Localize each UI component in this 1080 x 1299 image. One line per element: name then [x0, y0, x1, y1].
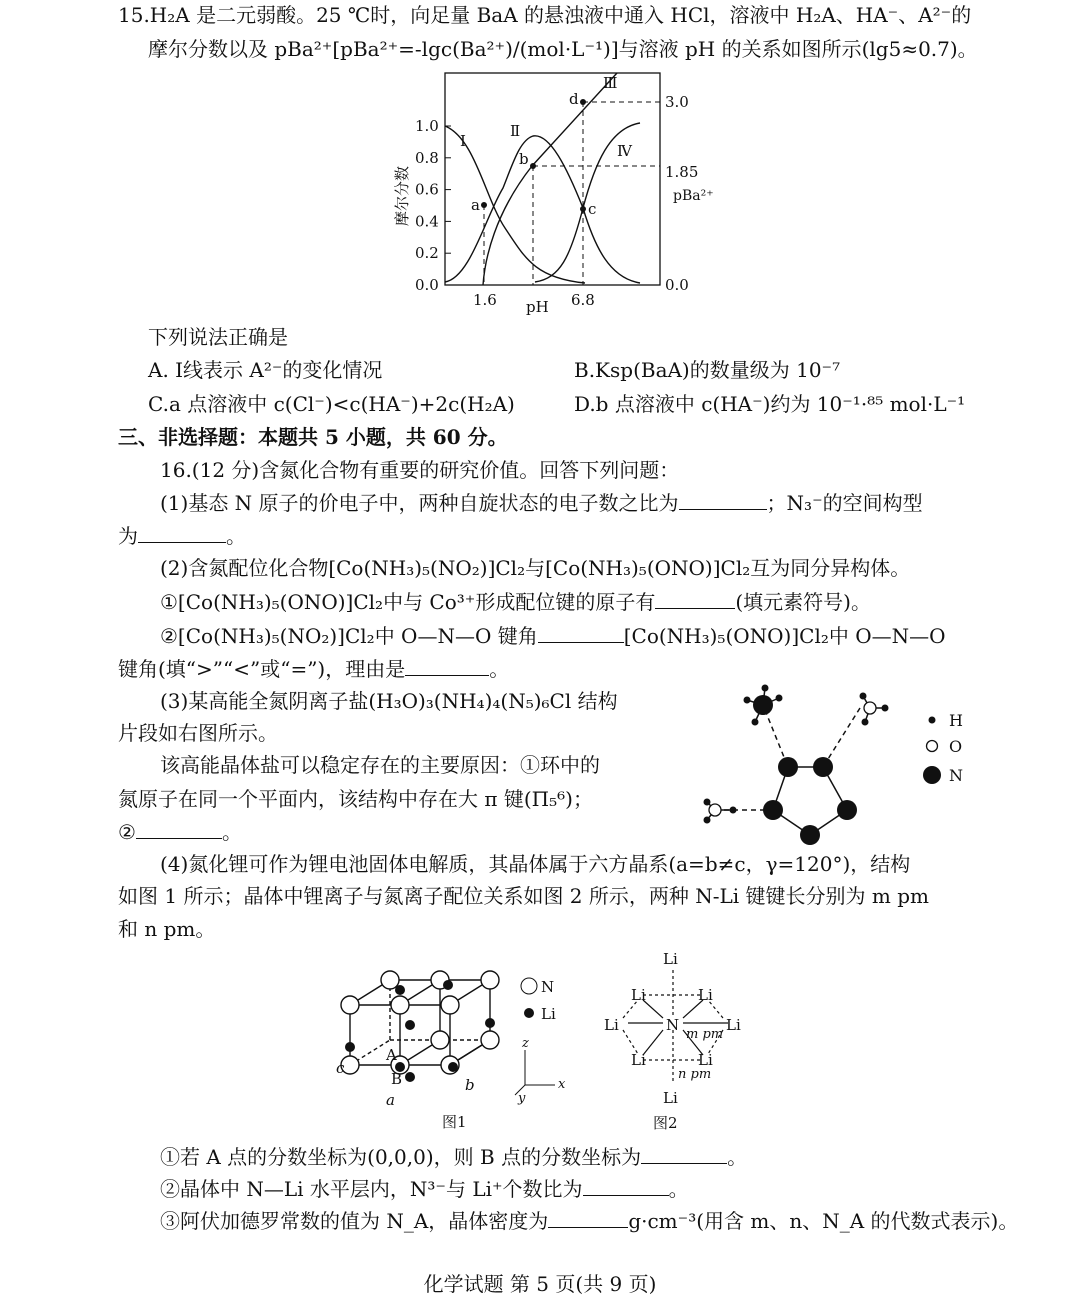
q16-part4-line3: 和 n pm。 [118, 917, 216, 941]
q16-part3-line4: 氮原子在同一个平面内，该结构中存在大 π 键(Π₅⁶)； [118, 787, 593, 811]
chart-frame [445, 73, 660, 285]
point-c-label: c [588, 200, 597, 218]
q15-option-d: D.b 点溶液中 c(HA⁻)约为 10⁻¹·⁸⁵ mol·L⁻¹ [574, 392, 966, 416]
fig1-point-a-label: A [386, 1046, 397, 1064]
y-tick-label: 0.6 [415, 180, 439, 199]
q16-part4-line2: 如图 1 所示；晶体中锂离子与氮离子配位关系如图 2 所示，两种 N-Li 键键长分别为 m pm [118, 884, 929, 908]
fig1-axis-y: y [518, 1091, 526, 1106]
q16-part4-q3-tail: g·cm⁻³(用含 m、n、N_A 的代数式表示)。 [628, 1209, 1019, 1233]
fig2-n-label: n pm [678, 1067, 712, 1082]
x-axis-label: pH [526, 298, 549, 316]
q15-stem-line1: 15.H₂A 是二元弱酸。25 ℃时，向足量 BaA 的悬浊液中通入 HCl，溶液中 H₂A、HA⁻、A²⁻的 [118, 3, 972, 27]
curve-III-label: Ⅲ [603, 74, 618, 92]
fig1-edge-a-label: a [386, 1091, 395, 1109]
x-tick-label-2: 6.8 [571, 291, 595, 309]
q16-part2-q1 [160, 588, 871, 615]
fig2-li-r: Li [726, 1016, 741, 1034]
y2-axis-label: pBa²⁺ [673, 188, 714, 204]
q16-part1-line1 [160, 489, 923, 516]
q16-part2-q1-text: ①[Co(NH₃)₅(ONO)]Cl₂中与 Co³⁺形成配位键的原子有 [160, 590, 656, 614]
point-a-label: a [471, 196, 480, 214]
q16-part3-line5 [118, 818, 242, 845]
fig1-edge-b-label: b [465, 1076, 475, 1094]
n-ions [341, 971, 499, 1074]
atom-legend [923, 711, 963, 785]
y2-tick-label: 1.85 [665, 163, 699, 182]
q16-part2-stem: (2)含氮配位化合物[Co(NH₃)₅(NO₂)]Cl₂与[Co(NH₃)₅(ONO)]Cl₂互为同分异构体。 [160, 556, 911, 580]
fig1-axis-z: z [522, 1036, 529, 1051]
q15-prompt: 下列说法正确是 [148, 325, 288, 349]
curve-III [483, 73, 617, 285]
fig1-legend-li: Li [541, 1005, 556, 1023]
hydrogen-atoms [704, 685, 889, 824]
q16-part3-line3: 该高能晶体盐可以稳定存在的主要原因：①环中的 [160, 753, 600, 777]
fig1-point-b-label: B [391, 1070, 403, 1088]
fig2-li-ll: Li [631, 1051, 646, 1069]
q15-option-b: B.Ksp(BaA)的数量级为 10⁻⁷ [574, 358, 841, 382]
fig1-caption: 图1 [442, 1113, 467, 1131]
q15-stem-line2: 摩尔分数以及 pBa²⁺[pBa²⁺=-lgc(Ba²⁺)/(mol·L⁻¹)]与溶液 pH 的关系如图所示(lg5≈0.7)。 [148, 37, 978, 61]
answer-blank[interactable] [679, 489, 767, 510]
q16-part1-text-b: ；N₃⁻的空间构型 [766, 491, 923, 515]
fig1-axis-x: x [558, 1077, 566, 1092]
q16-intro: 16.(12 分)含氮化合物有重要的研究价值。回答下列问题： [160, 458, 680, 482]
q16-part2-q2-text-b: [Co(NH₃)₅(ONO)]Cl₂中 O—N—O [623, 624, 946, 648]
q16-part4-q2-text: ②晶体中 N—Li 水平层内，N³⁻与 Li⁺个数比为 [160, 1177, 583, 1201]
fig2-m-label: m pm [686, 1027, 724, 1042]
q16-part2-q2-text-c: 键角(填“>”“<”或“=”)，理由是 [118, 657, 406, 681]
q16-part3-line2: 片段如右图所示。 [118, 721, 278, 745]
q15-option-c: C.a 点溶液中 c(Cl⁻)<c(HA⁻)+2c(H₂A) [148, 392, 515, 416]
fig2-li-lr: Li [698, 1051, 713, 1069]
fig2-li-top: Li [663, 950, 678, 968]
curve-IV-label: Ⅳ [617, 142, 632, 160]
fig2-caption: 图2 [653, 1114, 678, 1132]
n5-structure-figure [695, 680, 985, 850]
answer-blank[interactable] [405, 655, 489, 676]
y2-tick-label: 0.0 [665, 276, 689, 294]
q16-part2-q2-text-a: ②[Co(NH₃)₅(NO₂)]Cl₂中 O—N—O 键角 [160, 624, 538, 648]
q16-part1-end: 。 [226, 524, 246, 548]
fig1-edge-c-label: c [336, 1059, 345, 1077]
y-tick-label: 0.2 [415, 244, 439, 263]
answer-blank[interactable] [138, 522, 226, 543]
q16-part3-line1: (3)某高能全氮阴离子盐(H₃O)₃(NH₄)₄(N₅)₆Cl 结构 [160, 689, 618, 713]
q16-part4-q1-text: ①若 A 点的分数坐标为(0,0,0)，则 B 点的分数坐标为 [160, 1145, 642, 1169]
q16-part4-q3-text: ③阿伏加德罗常数的值为 N_A，晶体密度为 [160, 1209, 549, 1233]
q16-part2-q2-line2 [118, 655, 509, 682]
q16-part1-text-a: (1)基态 N 原子的价电子中，两种自旋状态的电子数之比为 [160, 491, 679, 515]
section-3-heading: 三、非选择题：本题共 5 小题，共 60 分。 [118, 425, 508, 449]
y-axis-label: 摩尔分数 [393, 165, 411, 226]
q16-part4-q2 [160, 1175, 689, 1202]
y-tick-label: 0.8 [415, 148, 439, 167]
answer-blank[interactable] [136, 818, 222, 839]
y-tick-label: 0.4 [415, 212, 439, 231]
point-d-label: d [569, 90, 579, 108]
figure-2-coordination [598, 948, 758, 1134]
legend-n-label: N [949, 766, 963, 785]
point-b-label: b [519, 150, 529, 168]
curve-I [445, 126, 585, 283]
q16-part2-q2-end: 。 [489, 657, 510, 681]
li-ions [345, 980, 495, 1082]
page-footer: 化学试题 第 5 页(共 9 页) [423, 1272, 657, 1296]
x-tick-label-1: 1.6 [473, 291, 497, 309]
fig2-li-ur: Li [698, 986, 713, 1004]
answer-blank[interactable] [641, 1143, 727, 1164]
q16-part1-line2 [118, 522, 246, 549]
curve-II-label: Ⅱ [510, 122, 521, 140]
point-c [580, 206, 586, 212]
nitrogen-atoms [753, 695, 857, 845]
fig2-center-n: N [666, 1016, 680, 1034]
q16-part1-text-c: 为 [118, 524, 138, 548]
answer-blank[interactable] [548, 1207, 628, 1228]
y2-tick-label: 3.0 [665, 93, 689, 111]
fig2-li-l: Li [604, 1016, 619, 1034]
point-d [580, 99, 586, 105]
y-tick-label: 1.0 [415, 117, 439, 135]
q16-part2-q2-line1 [160, 622, 946, 649]
q16-part4-q3 [160, 1207, 1018, 1234]
q16-part4-q1 [160, 1143, 747, 1170]
q16-part4-line1: (4)氮化锂可作为锂电池固体电解质，其晶体属于六方晶系(a=b≠c，γ=120°)，结构 [160, 852, 911, 876]
curve-I-label: Ⅰ [460, 132, 466, 150]
point-a [481, 202, 487, 208]
legend-o-label: O [949, 737, 963, 756]
q16-part4-q1-end: 。 [727, 1145, 748, 1169]
y-tick-label: 0.0 [415, 276, 439, 294]
q16-part4-q2-end: 。 [668, 1177, 689, 1201]
q16-part3-circle-2: ② [118, 820, 136, 844]
fig2-li-ul: Li [631, 986, 646, 1004]
fig2-li-bottom: Li [663, 1089, 678, 1107]
legend-h-label: H [949, 711, 963, 730]
q15-option-a: A. Ⅰ线表示 A²⁻的变化情况 [148, 358, 383, 382]
answer-blank[interactable] [655, 588, 735, 609]
figure-1-crystal-cell [330, 955, 580, 1135]
answer-blank[interactable] [538, 622, 624, 643]
answer-blank[interactable] [583, 1175, 669, 1196]
q16-part3-end: 。 [221, 820, 242, 844]
fig1-legend-n: N [541, 978, 555, 996]
q15-chart [385, 68, 745, 318]
q16-part2-q1-tail: (填元素符号)。 [735, 590, 871, 614]
point-b [530, 163, 536, 169]
